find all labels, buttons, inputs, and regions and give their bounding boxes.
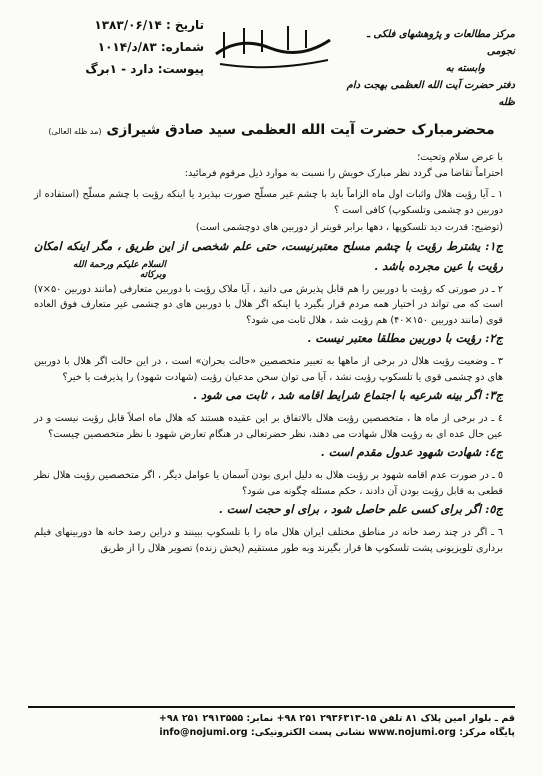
question-6: ٦ ـ اگر در چند رصد خانه در مناطق مختلف ایران هلال ماه را با تلسکوپ ببینند و دراین رصد خانه ها دوربینهای فیلم برداری تلویزیونی پشت تلسکوپ ها قرار بگیرند وبه طور مستقیم (پخش زنده) تصویر هلال را از طریق [34,527,503,554]
org-line: مرکز مطالعات و پژوهشهای فلکی ـ نجومی [366,29,515,57]
addressee-title [30,122,513,138]
letter-number: شماره: ۸۳/د/۱۰۱۴ [97,40,204,54]
answer-3: ج۳: اگر بینه شرعیه با اجتماع شرایط اقامه شد ، ثابت می شود . [192,388,503,402]
addressee-honorific: (مد ظله العالی) [48,127,102,136]
answer-4: ج٤: شهادت شهود عدول مقدم است . [320,445,503,459]
addressee-name: محضرمبارک حضرت آیت الله العظمی سید صادق شیرازی [106,122,495,138]
greeting: با عرض سلام وتحیت؛ [417,152,503,163]
footer-address: قم ـ بلوار امین پلاک ۸۱ تلفن ۱۵-۲۹۳۶۳۱۳ ۲۵۱ ۹۸+ نمابر: ۲۹۱۳۵۵۵ ۲۵۱ ۹۸+ [158,713,515,724]
handwritten-salutation: السلام علیکم ورحمة الله وبرکاته [73,260,166,280]
question-2: ۲ ـ در صورتی که رؤیت با دوربین را هم قابل پذیرش می دانید ، آیا ملاک رؤیت با دوربین متعارفی (مانند دوربین ۵۰×۷) است که می تواند در اختیار همه مردم قرار بگیرد یا اینکه اگر هلال با دوربین های دو چشمی غیر متعارف فوق العاده قوی (مانند دوربین ۱۵۰×۴۰) هم رؤیت شد ، هلال ثابت می شود؟ [34,283,503,326]
answer-1: ج۱: یشترط رؤیت با چشم مسلح معتبرنیست، حتی علم شخصی از این طریق ، مگر اینکه امکان رؤیت با عین مجرده باشد . [34,238,503,273]
footer-website: پایگاه مرکز: www.nojumi.org نشانی پست الکترونیکی: info@nojumi.org [159,727,515,738]
question-5: ٥ ـ در صورت عدم اقامه شهود بر رؤیت هلال به دلیل ابری بودن آسمان یا عوامل دیگر ، اگر متخصصین رؤیت هلال نظر قطعی به قابل رؤیت بودن آن دادند ، حکم مسئله چگونه می شود؟ [34,470,503,497]
answer-5: ج٥: اگر برای کسی علم حاصل شود ، برای او حجت است . [218,502,503,516]
letter-body [34,150,503,556]
org-line: وابسته به [445,63,485,74]
intro: احتراماً تقاضا می گردد نظر مبارک خویش را نسبت به موارد ذیل مرقوم فرمائید: [184,167,503,179]
letter-date: تاریخ : ۱۳۸۳/۰۶/۱۴ [94,18,204,32]
basmala-calligraphy [210,14,340,72]
question-4: ٤ ـ در برخی از ماه ها ، متخصصین رؤیت هلال بالاتفاق بر این عقیده هستند که هلال ماه اصلاً قابل رؤیت نیست و در عین حال عده ای به رؤیت هلال شهادت می دهند، نظر حضرتعالی در هنگام تعارض شهود با نظر متخصصین چیست؟ [34,413,503,440]
question-1-note: (توضیح: قدرت دید تلسکوپها ، دهها برابر قویتر از دوربین های دوچشمی است) [195,222,503,233]
letter-meta [34,14,204,80]
basmala-calligraphy-graphic [210,14,340,72]
answer-2: ج۲: رؤیت با دوربین مطلقا معتبر نیست . [307,331,503,345]
letter-attachment: پیوست: دارد - ۱برگ [85,62,204,76]
question-3: ۳ ـ وضعیت رؤیت هلال در برخی از ماهها به تعبیر متخصصین «حالت بحران» است ، در این حالت اگر هلال با دوربین های دو چشمی قوی یا تلسکوپ رؤیت نشد ، آیا می توان سخن مدعیان رؤیت (شهادت شهود) را پذیرفت یا خیر؟ [34,356,503,383]
question-1: ۱ ـ آیا رؤیت هلال واثبات اول ماه الزاماً باید با چشم غیر مسلّح صورت بپذیرد یا اینکه رؤیت با چشم مسلّح (استفاده از دوربین دو چشمی وتلسکوپ) کافی است ؟ [34,189,503,216]
letter-footer [28,706,515,760]
org-line: دفتر حضرت آیت الله العظمی بهجت دام ظله [346,80,515,108]
organization-letterhead [345,26,515,111]
